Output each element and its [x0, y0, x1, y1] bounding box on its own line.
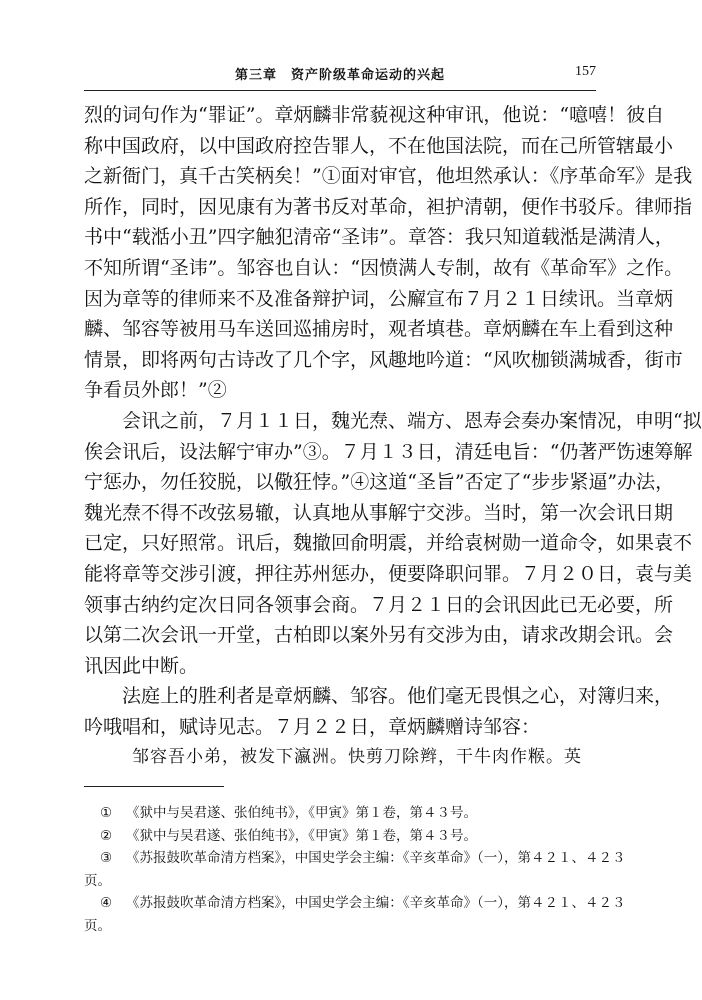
text-line: 烈的词句作为“罪证”。章炳麟非常藐视这种审讯，他说：“噫嘻！彼自 — [84, 104, 665, 126]
footnote-text: 《苏报鼓吹革命清方档案》，中国史学会主编：《辛亥革命》（一），第４２１、４２３ — [126, 850, 626, 866]
footnote-line — [84, 870, 596, 893]
text-line: 吟哦唱和，赋诗见志。７月２２日，章炳麟赠诗邹容： — [84, 715, 541, 738]
footnote-text: 《苏报鼓吹革命清方档案》，中国史学会主编：《辛亥革命》（一），第４２１、４２３ — [126, 895, 626, 911]
text-line: 已定，只好照常。讯后，魏撤回俞明震，并给袁树勋一道命令，如果袁不 — [84, 532, 693, 555]
footnote-line — [84, 825, 596, 848]
text-line: 会讯之前，７月１１日，魏光焘、端方、恩寿会奏办案情况，申明“拟 — [122, 409, 702, 432]
text-line: 书中“载湉小丑”四字触犯清帝“圣讳”。章答：我只知道载湉是满清人， — [84, 226, 674, 249]
footnote-text: 《狱中与吴君遂、张伯纯书》，《甲寅》第１卷，第４３号。 — [126, 805, 477, 821]
footnotes — [84, 802, 626, 937]
text-line: 以第二次会讯一开堂，古柏即以案外另有交涉为由，请求改期会讯。会 — [84, 624, 674, 647]
footnote-line — [84, 802, 596, 825]
text-line: 宁惩办，勿任狡脱，以儆狂悖。”④这道“圣旨”否定了“步步紧逼”办法， — [84, 471, 675, 494]
body-text — [84, 100, 702, 772]
footnote-rule — [84, 786, 224, 787]
running-header — [84, 62, 596, 88]
text-line: 情景，即将两句古诗改了几个字，风趣地吟道：“风吹枷锁满城香，街市 — [84, 348, 683, 371]
text-line: 俟会讯后，设法解宁审办”③。７月１３日，清廷电旨：“仍著严饬速筹解 — [84, 440, 693, 463]
text-line: 讯因此中断。 — [84, 654, 199, 677]
footnote-mark: ③ — [100, 850, 113, 866]
footnote-line — [84, 915, 596, 938]
text-line: 魏光焘不得不改弦易辙，认真地从事解宁交涉。当时，第一次会讯日期 — [84, 501, 674, 524]
text-line: 称中国政府，以中国政府控告罪人，不在他国法院，而在己所管辖最小 — [84, 134, 674, 157]
footnote-text: 页。 — [84, 872, 111, 889]
footnote-text: 《狱中与吴君遂、张伯纯书》，《甲寅》第１卷，第４３号。 — [126, 827, 477, 844]
text-line: 争看员外郎！”② — [84, 379, 227, 402]
footnote-mark: ② — [100, 827, 113, 844]
footnote-mark: ④ — [100, 895, 113, 911]
footnote-mark: ① — [100, 805, 113, 821]
footnote-text: 页。 — [84, 917, 111, 934]
text-line: 领事古纳约定次日同各领事会商。７月２１日的会讯因此已无必要，所 — [84, 593, 674, 616]
text-line: 麟、邹容等被用马车送回巡捕房时，观者填巷。章炳麟在车上看到这种 — [84, 318, 674, 341]
footnote-line — [84, 892, 626, 915]
text-line: 所作，同时，因见康有为著书反对革命，袒护清朝，便作书驳斥。律师指 — [84, 195, 693, 218]
header-rule — [84, 90, 596, 91]
text-line: 之新衙门，真千古笑柄矣！”①面对审官，他坦然承认：《序革命军》是我 — [84, 165, 693, 188]
text-line: 法庭上的胜利者是章炳麟、邹容。他们毫无畏惧之心，对簿归来， — [122, 685, 674, 708]
text-line: 因为章等的律师来不及准备辩护词，公廨宣布７月２１日续讯。当章炳 — [84, 287, 674, 310]
footnote-line — [84, 847, 626, 870]
page-number: 157 — [575, 64, 596, 79]
text-line: 能将章等交涉引渡，押往苏州惩办，便要降职问罪。７月２０日，袁与美 — [84, 562, 693, 585]
text-line: 不知所谓“圣讳”。邹容也自认：“因愤满人专制，故有《革命军》之作。 — [84, 256, 684, 279]
chapter-title: 第三章 资产阶级革命运动的兴起 — [234, 68, 445, 83]
poem-line: 邹容吾小弟，被发下瀛洲。快剪刀除辫，干牛肉作糇。英 — [132, 747, 582, 768]
